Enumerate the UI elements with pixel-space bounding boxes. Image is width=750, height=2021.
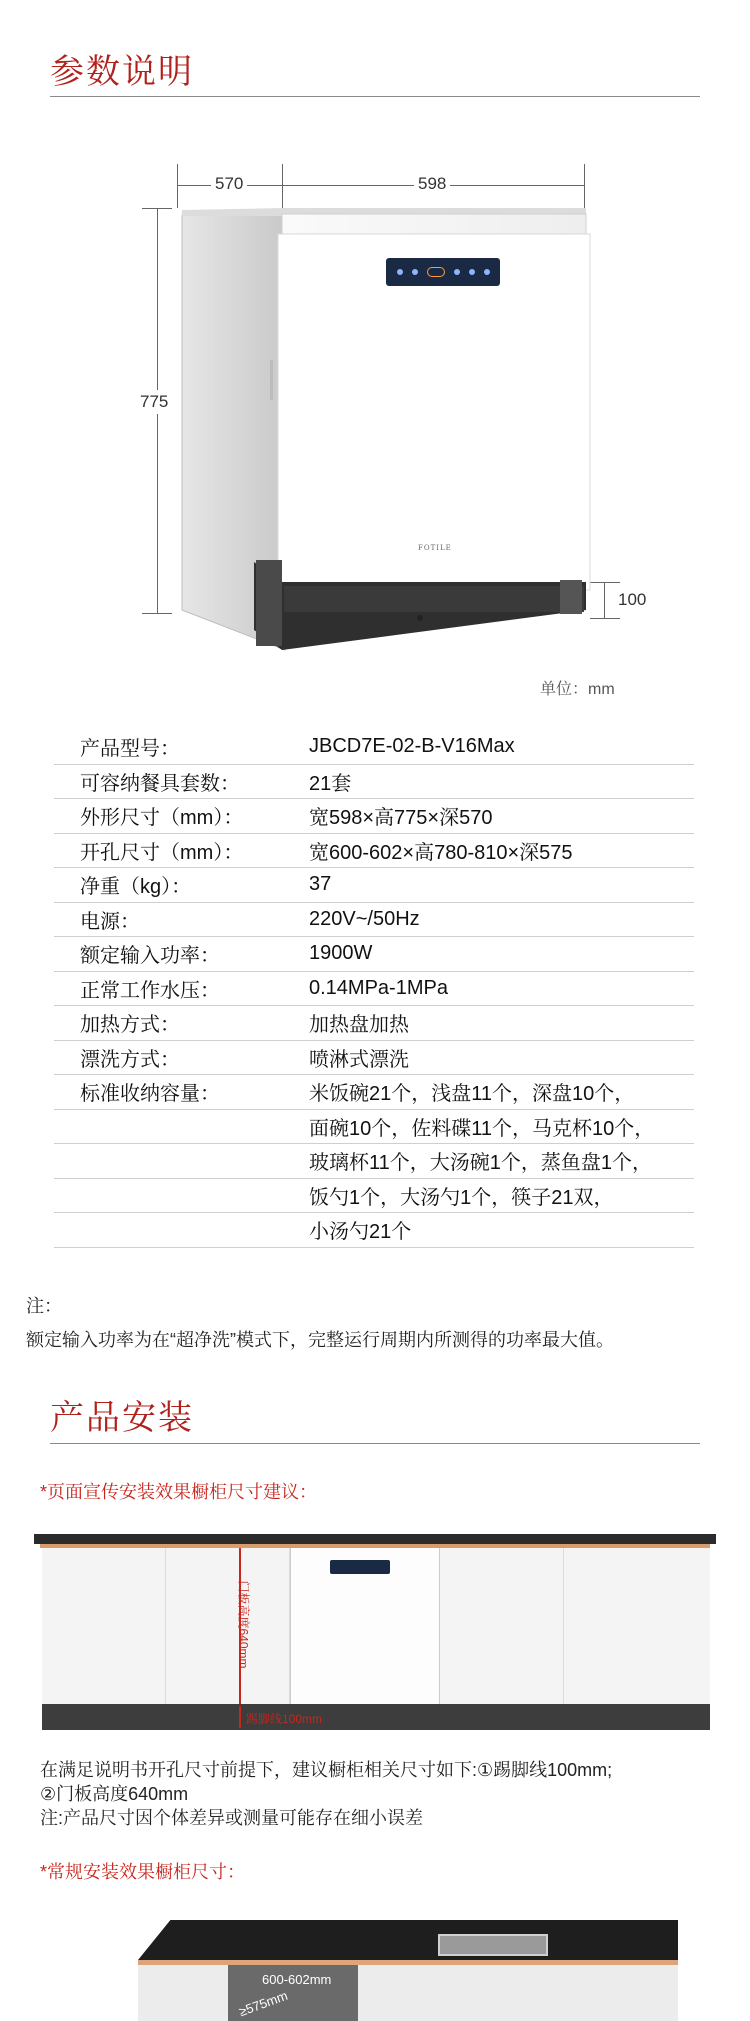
spec-value: 220V~/50Hz: [309, 907, 420, 930]
spec-label: 标准收纳容量：: [80, 1083, 220, 1106]
display-icon: [427, 267, 445, 277]
button-icon: [454, 269, 460, 275]
spec-value: JBCD7E-02-B-V16Max: [309, 735, 515, 758]
dimension-drawing: [0, 150, 750, 700]
dim-height-label: 775: [140, 390, 168, 414]
table-row: [54, 730, 694, 765]
spec-value: 宽600-602×高780-810×深575: [309, 841, 573, 864]
spec-label: 外形尺寸（mm）：: [80, 807, 244, 830]
spec-value: 1900W: [309, 942, 373, 965]
spec-value: 米饭碗21个，浅盘11个，深盘10个，: [309, 1083, 635, 1106]
note-heading: 注：: [26, 1296, 62, 1316]
table-row: [54, 1144, 694, 1179]
spec-value: 玻璃杯11个，大汤碗1个，蒸鱼盘1个，: [309, 1152, 653, 1175]
countertop: [34, 1534, 716, 1544]
spec-label: 净重（kg）：: [80, 876, 192, 899]
table-row: [54, 1075, 694, 1110]
spec-label: 开孔尺寸（mm）：: [80, 841, 244, 864]
spec-label: 电源：: [80, 910, 140, 933]
button-icon: [469, 269, 475, 275]
spec-label: 加热方式：: [80, 1014, 180, 1037]
dim-kick-label-promo: 踢脚线100mm: [246, 1712, 323, 1726]
spec-table: [54, 730, 694, 1248]
table-row: [54, 1179, 694, 1214]
spec-value: 面碗10个，佐料碟11个，马克杯10个，: [309, 1117, 655, 1140]
table-row: [54, 937, 694, 972]
spec-value: 21套: [309, 772, 352, 795]
spec-value: 小汤勺21个: [309, 1221, 412, 1244]
install-advice-2: ②门板高度640mm: [40, 1784, 189, 1804]
table-row: [54, 868, 694, 903]
cabinet-door: [564, 1548, 710, 1704]
dim-kick-label: 100: [618, 590, 647, 609]
cabinet-body: [138, 1965, 678, 2021]
section-divider: [50, 1443, 700, 1444]
cabinet-door: [166, 1548, 290, 1704]
regular-kitchen-illustration: [138, 1920, 678, 2021]
spec-value: 喷淋式漂洗: [309, 1048, 409, 1071]
control-panel: [386, 258, 500, 286]
regular-heading: *常规安装效果橱柜尺寸：: [40, 1862, 246, 1882]
table-row: [54, 1213, 694, 1248]
spec-label: 正常工作水压：: [80, 979, 220, 1002]
dim-regular-width: 600-602mm: [262, 1972, 332, 1987]
table-row: [54, 799, 694, 834]
table-row: [54, 1110, 694, 1145]
note-text: 额定输入功率为在“超净洗”模式下，完整运行周期内所测得的功率最大值。: [26, 1330, 614, 1350]
spec-value: 37: [309, 873, 332, 896]
spec-label: 额定输入功率：: [80, 945, 220, 968]
section-title-install: 产品安装: [50, 1398, 194, 1438]
dim-kick-marker: [239, 1706, 241, 1728]
control-panel: [330, 1560, 390, 1574]
dim-width-label: 598: [414, 174, 450, 194]
table-row: [54, 972, 694, 1007]
button-icon: [412, 269, 418, 275]
sink: [438, 1934, 548, 1956]
table-row: [54, 834, 694, 869]
countertop: [138, 1920, 678, 1960]
spec-value: 饭勺1个，大汤勺1个，筷子21双，: [309, 1186, 614, 1209]
spec-label: 可容纳餐具套数：: [80, 772, 240, 795]
dishwasher-illustration: [0, 150, 750, 700]
cabinet-door: [440, 1548, 564, 1704]
dim-depth-label: 570: [211, 174, 247, 194]
table-row: [54, 765, 694, 800]
table-row: [54, 1041, 694, 1076]
install-advice-1: 在满足说明书开孔尺寸前提下，建议橱柜相关尺寸如下:①踢脚线100mm;: [40, 1760, 613, 1780]
spec-value: 加热盘加热: [309, 1014, 409, 1037]
spec-value: 0.14MPa-1MPa: [309, 976, 448, 999]
install-advice-3: 注:产品尺寸因个体差异或测量可能存在细小误差: [40, 1808, 423, 1828]
unit-label: 单位：mm: [540, 681, 615, 698]
brand-logo: FOTILE: [418, 544, 452, 552]
kick-plinth: [42, 1704, 710, 1730]
promo-kitchen-illustration: [34, 1534, 716, 1740]
dim-regular-depth: ≥575mm: [236, 1987, 290, 2020]
promo-heading: *页面宣传安装效果橱柜尺寸建议：: [40, 1482, 318, 1502]
section-title-specs: 参数说明: [50, 52, 194, 92]
table-row: [54, 903, 694, 938]
table-row: [54, 1006, 694, 1041]
cabinet-door: [42, 1548, 166, 1704]
spec-label: 漂洗方式：: [80, 1048, 180, 1071]
spec-label: 产品型号：: [80, 738, 180, 761]
dim-door-label: 门板高度640mm: [236, 1580, 251, 1669]
section-divider: [50, 96, 700, 97]
spec-value: 宽598×高775×深570: [309, 807, 493, 830]
button-icon: [484, 269, 490, 275]
button-icon: [397, 269, 403, 275]
